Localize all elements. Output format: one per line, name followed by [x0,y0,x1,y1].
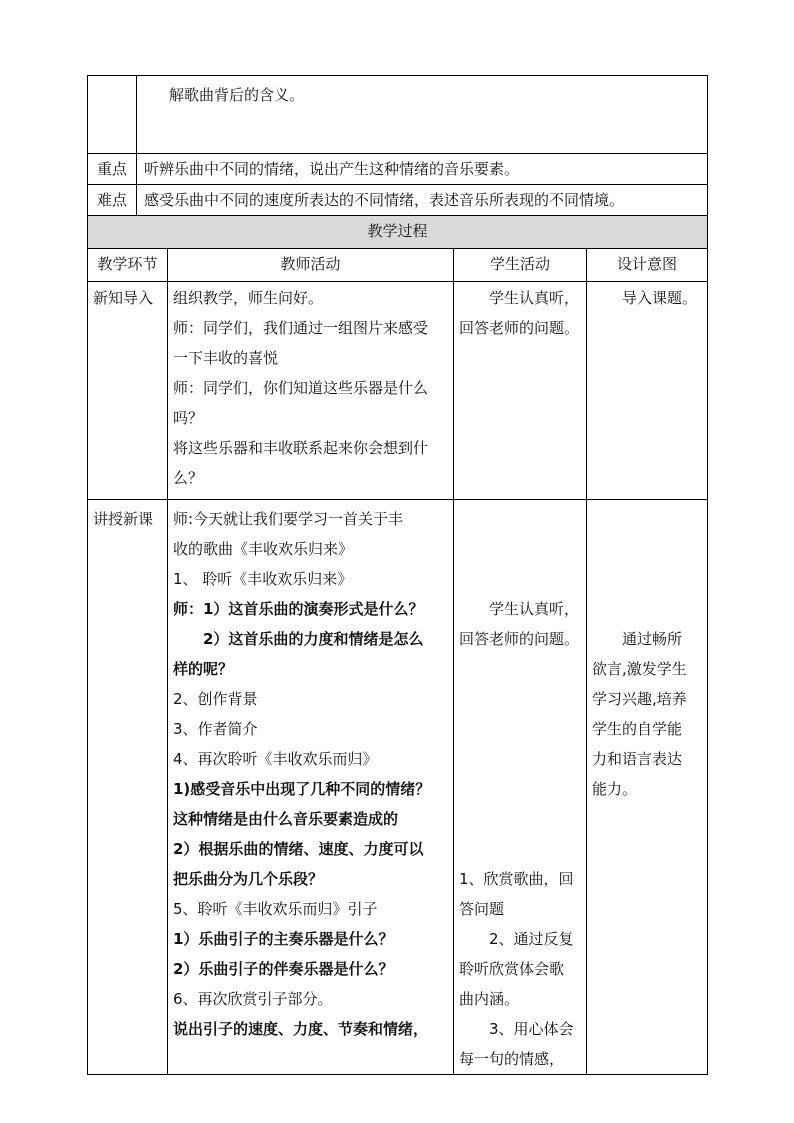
student-line: 聆听欣赏体会歌 [459,960,565,978]
student-line: 3、用心体会 [489,1020,574,1038]
teacher-line: 3、作者简介 [173,720,258,738]
student-line: 1、欣赏歌曲，回 [459,870,574,888]
design-intent-cell [587,282,708,500]
teacher-line: 师：同学们，你们知道这些乐器是什么 [173,379,429,397]
teacher-line: 2、创作背景 [173,690,258,708]
student-line: 2、通过反复 [489,930,574,948]
teacher-line: 样的呢？ [173,660,234,678]
continuation-row [88,76,708,154]
stage-cell: 讲授新课 [88,500,168,1075]
column-header-intent: 设计意图 [587,249,708,282]
student-line: 学生认真听， [489,600,580,618]
teacher-line: 师：1）这首乐曲的演奏形式是什么？ [173,600,424,618]
teacher-line: 2）这首乐曲的力度和情绪是怎么 [203,630,424,648]
intent-line: 欲言,激发学生 [592,660,687,678]
student-line: 学生认真听， [489,289,580,307]
student-activity-cell [454,282,587,500]
key-point-label: 重点 [88,154,137,185]
teacher-line: 2）乐曲引子的伴奏乐器是什么？ [173,960,394,978]
teacher-line: 6、再次欣赏引子部分。 [173,990,333,1008]
lesson-plan-table [87,75,708,1075]
section-title: 教学过程 [88,216,708,249]
column-header-stage: 教学环节 [88,249,168,282]
section-title-row [88,216,708,249]
key-point-text: 听辨乐曲中不同的情绪，说出产生这种情绪的音乐要素。 [137,154,708,185]
teacher-line: 把乐曲分为几个乐段？ [173,870,324,888]
teacher-line: 么？ [173,469,204,487]
student-line: 曲内涵。 [459,990,520,1008]
student-line: 回答老师的问题。 [459,630,580,648]
teacher-line: 这种情绪是由什么音乐要素造成的 [173,810,399,828]
teacher-line: 吗？ [173,409,204,427]
teacher-line: 5、聆听《丰收欢乐而归》引子 [173,900,378,918]
column-header-student: 学生活动 [454,249,587,282]
student-line: 回答老师的问题。 [459,319,580,337]
intent-line: 通过畅所 [622,630,683,648]
continuation-text-cell [137,76,708,154]
teacher-line: 师:今天就让我们要学习一首关于丰 [173,510,404,528]
difficulty-label: 难点 [88,185,137,216]
teacher-line: 2）根据乐曲的情绪、速度、力度可以 [173,840,424,858]
header-row [88,249,708,282]
key-point-row [88,154,708,185]
teacher-line: 4、再次聆听《丰收欢乐而归》 [173,750,378,768]
teacher-line: 将这些乐器和丰收联系起来你会想到什 [173,439,429,457]
column-header-teacher: 教师活动 [168,249,454,282]
teacher-line: 说出引子的速度、力度、节奏和情绪， [173,1020,429,1038]
stage-cell: 新知导入 [88,282,168,500]
intent-line: 能力。 [592,780,638,798]
difficulty-text: 感受乐曲中不同的速度所表达的不同情绪，表述音乐所表现的不同情境。 [137,185,708,216]
table-row [88,282,708,500]
teacher-line: 1）乐曲引子的主奏乐器是什么？ [173,930,394,948]
design-intent-cell [587,500,708,1075]
teacher-line: 一下丰收的喜悦 [173,349,279,367]
intent-line: 学习兴趣,培养 [592,690,687,708]
teacher-line: 收的歌曲《丰收欢乐归来》 [173,540,354,558]
intent-line: 力和语言表达 [592,750,683,768]
teacher-activity-cell [168,500,454,1075]
table-row [88,500,708,1075]
teacher-line: 组织教学，师生问好。 [173,289,324,307]
intent-line: 导入课题。 [622,289,698,307]
difficulty-row [88,185,708,216]
student-activity-cell [454,500,587,1075]
continuation-label-cell [88,76,137,154]
student-line: 每一句的情感， [459,1050,565,1068]
teacher-line: 师：同学们，我们通过一组图片来感受 [173,319,429,337]
teacher-activity-cell [168,282,454,500]
teacher-line: 1)感受音乐中出现了几种不同的情绪？ [173,780,431,798]
student-line: 答问题 [459,900,505,918]
continuation-text: 解歌曲背后的含义。 [169,86,305,104]
teacher-line: 1、 聆听《丰收欢乐归来》 [173,570,353,588]
intent-line: 学生的自学能 [592,720,683,738]
